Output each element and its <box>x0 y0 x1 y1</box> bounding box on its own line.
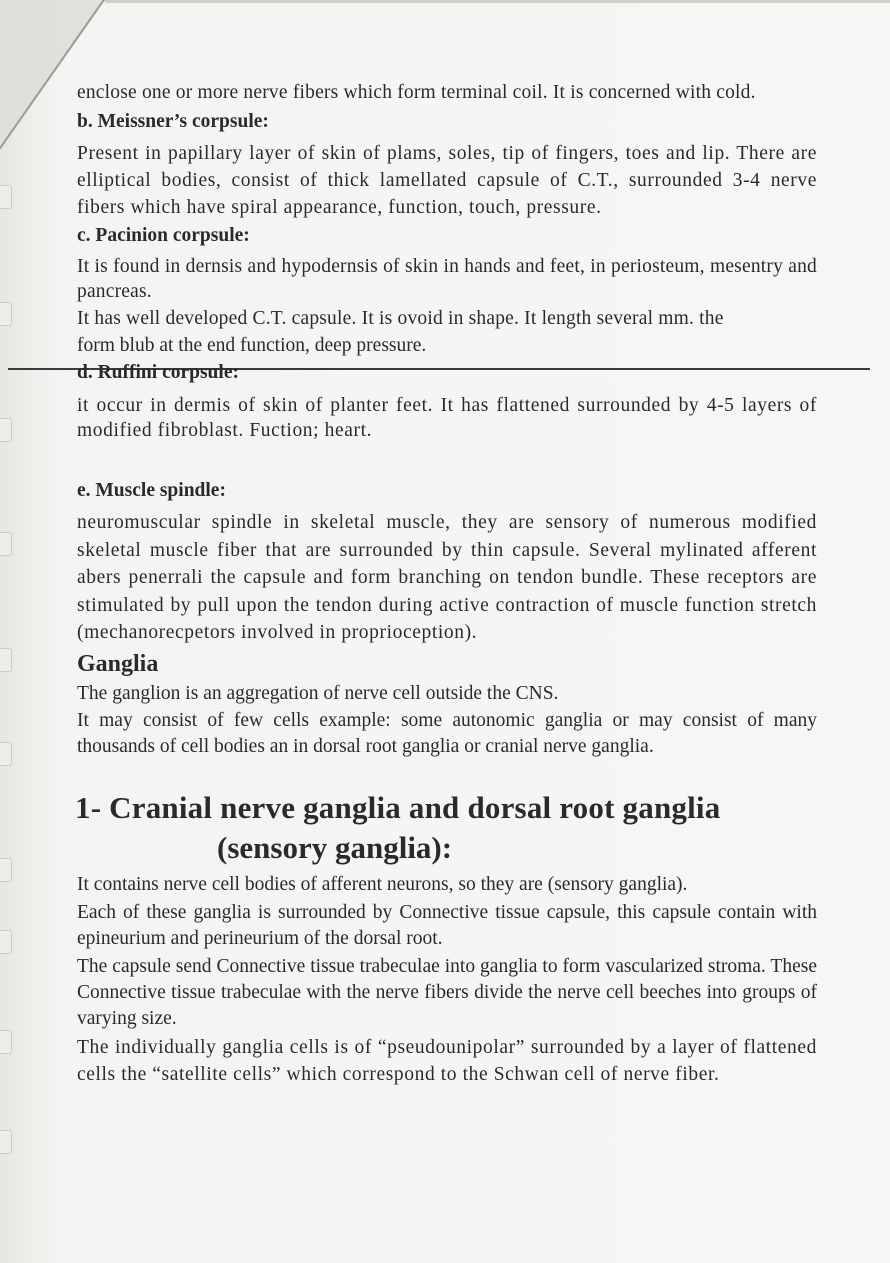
paragraph: The capsule send Connective tissue trabeculae into ganglia to form vascularized stroma. These Connective tissue trabeculae with the nerve fibers divide the nerve cell beeches into groups of varying size. <box>77 955 817 1029</box>
paragraph: form blub at the end function, deep pressure. <box>77 335 427 356</box>
binder-hole <box>0 185 12 209</box>
heading-ganglia: Ganglia <box>77 650 159 677</box>
binder-hole <box>0 930 12 954</box>
paragraph: It contains nerve cell bodies of afferent neurons, so they are (sensory ganglia). <box>77 873 688 895</box>
paragraph: Each of these ganglia is surrounded by Connective tissue capsule, this capsule contain with epineurium and perineurium of the dorsal root. <box>77 901 817 949</box>
binder-hole <box>0 1130 12 1154</box>
paragraph: It is found in dernsis and hypodernsis of skin in hands and feet, in periosteum, mesentry and pancreas. <box>77 256 817 302</box>
binder-hole <box>0 858 12 882</box>
paragraph: it occur in dermis of skin of planter feet. It has flattened surrounded by 4-5 layers of modified fibroblast. Fuction; heart. <box>77 395 817 441</box>
subheading-ruffini: d. Ruffini corpsule: <box>77 362 239 383</box>
subheading-pacinion: c. Pacinion corpsule: <box>77 225 250 246</box>
subheading-meissner: b. Meissner’s corpsule: <box>77 111 269 132</box>
paragraph: Present in papillary layer of skin of plams, soles, tip of fingers, toes and lip. There are elliptical bodies, consist of thick lamellated capsule of C.T., surrounded 3-4 nerve fibers which have spiral appearance, function, touch, pressure. <box>77 143 817 218</box>
binder-hole <box>0 418 12 442</box>
paragraph: The individually ganglia cells is of “pseudounipolar” surrounded by a layer of flattened cells the “satellite cells” which correspond to the Schwan cell of nerve fiber. <box>77 1036 817 1085</box>
document-body <box>77 80 817 1088</box>
binder-hole <box>0 742 12 766</box>
page-top-edge <box>105 0 890 3</box>
binder-hole <box>0 532 12 556</box>
heading-sensory-ganglia: (sensory ganglia): <box>217 829 453 865</box>
binder-hole <box>0 648 12 672</box>
paragraph: It may consist of few cells example: some autonomic ganglia or may consist of many thousands of cell bodies an in dorsal root ganglia or cranial nerve ganglia. <box>77 709 817 757</box>
subheading-muscle-spindle: e. Muscle spindle: <box>77 480 226 501</box>
paragraph: The ganglion is an aggregation of nerve cell outside the CNS. <box>77 682 559 704</box>
paragraph: neuromuscular spindle in skeletal muscle, they are sensory of numerous modified skeletal muscle fiber that are surrounded by thin capsule. Several mylinated afferent abers penerrali the capsule and form branching on tendon bundle. These receptors are stimulated by pull upon the tendon during active contraction of muscle function stretch (mechanorecpetors involved in proprioception). <box>77 512 817 643</box>
paragraph: enclose one or more nerve fibers which form terminal coil. It is concerned with cold. <box>77 82 756 103</box>
binder-hole <box>0 1030 12 1054</box>
paragraph-struck: It has well developed C.T. capsule. It is ovoid in shape. It length several mm. the <box>77 308 724 329</box>
binder-hole <box>0 302 12 326</box>
spacer <box>77 443 817 466</box>
heading-cranial-nerve-ganglia: 1- Cranial nerve ganglia and dorsal root ganglia <box>75 789 721 825</box>
